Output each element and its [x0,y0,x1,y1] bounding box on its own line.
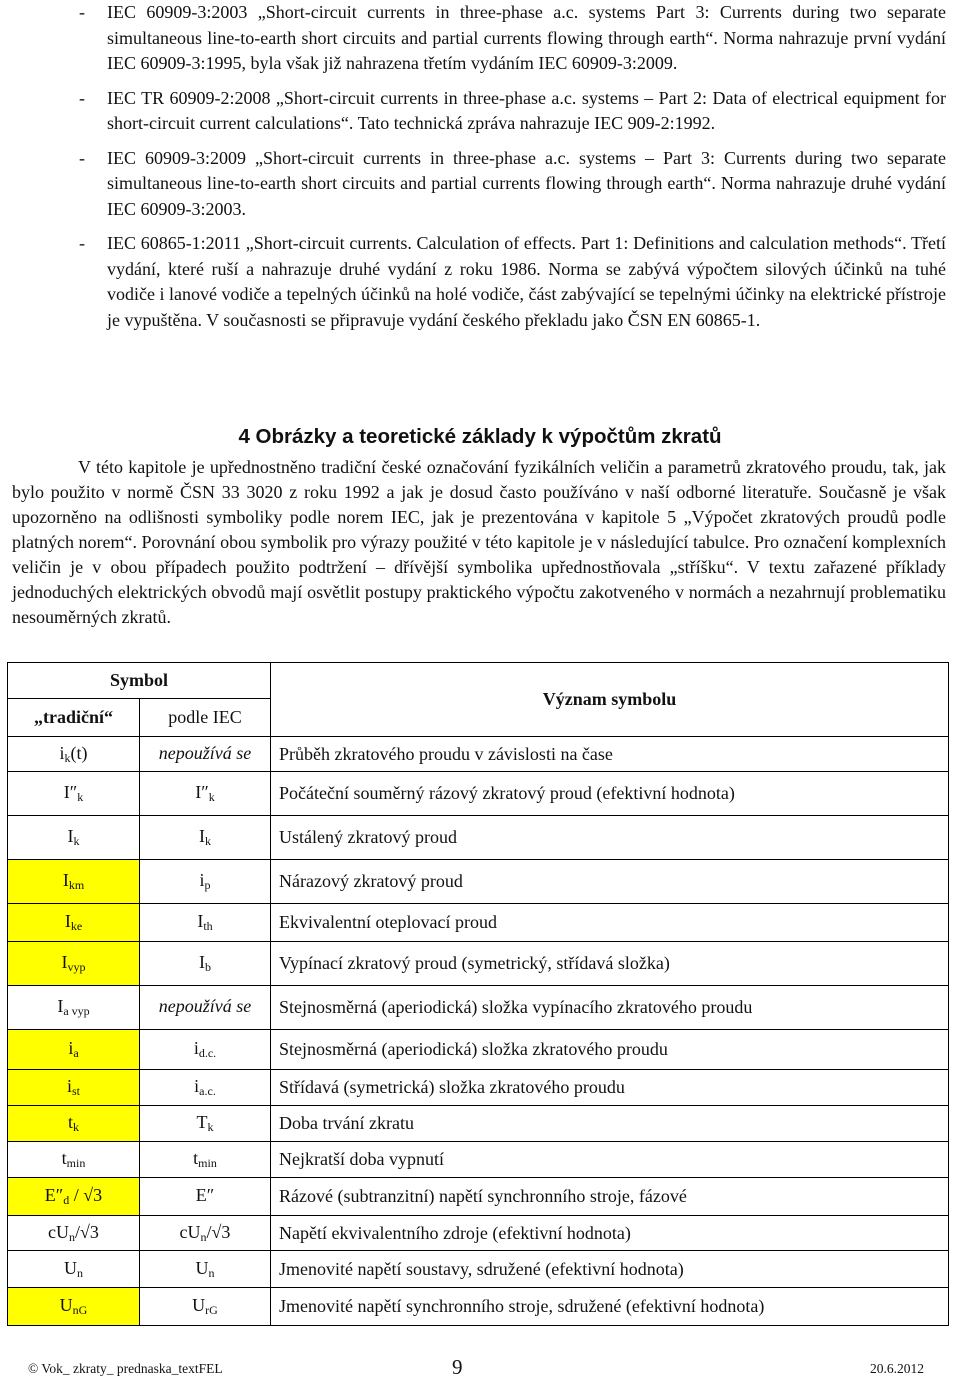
traditional-symbol-cell [8,1251,140,1288]
reference-text: IEC 60865-1:2011 „Short-circuit currents. Calculation of effects. Part 1: Definitions and calculation methods“. Třetí vydání, které ruší a nahrazuje druhé vydání z roku 1986. Norma se zabývá výpočtem silových účinků na tuhé vodiče i lanové vodiče a tepelných účinků na holé vodiče, část zabývající se tepelnými účinky na elektrické přístroje je vypuštěna. V současnosti se připravuje vydání českého překladu jako ČSN EN 60865-1. [107,233,946,330]
meaning-cell: Počáteční souměrný rázový zkratový proud (efektivní hodnota) [271,772,949,816]
traditional-symbol: I [64,911,71,931]
table-row [8,1216,949,1251]
traditional-symbol-subscript: k [73,834,80,848]
iec-symbol: T [196,1112,208,1132]
reference-list [0,0,960,333]
table-row [8,986,949,1030]
table-row [8,1030,949,1070]
traditional-symbol-cell [8,1288,140,1326]
iec-symbol: U [195,1257,209,1278]
iec-symbol-cell [140,816,271,860]
iec-symbol-cell [140,1070,271,1106]
header-symbol: Symbol [8,663,271,699]
header-traditional: „tradiční“ [8,699,140,737]
iec-symbol-subscript: a.c. [199,1084,216,1098]
traditional-symbol-cell [8,1070,140,1106]
traditional-symbol-cell [8,1178,140,1216]
traditional-symbol: i [66,1076,72,1096]
traditional-symbol-cell [8,772,140,816]
meaning-cell: Jmenovité napětí synchronního stroje, sdružené (efektivní hodnota) [271,1288,949,1326]
traditional-symbol-cell [8,986,140,1030]
iec-symbol-subscript: b [205,960,211,974]
table-row [8,772,949,816]
meaning-cell: Nejkratší doba vypnutí [271,1142,949,1178]
iec-symbol-cell [140,772,271,816]
traditional-symbol: t [61,1148,67,1168]
iec-symbol: U [192,1295,206,1315]
traditional-symbol-subscript: k [64,750,71,765]
traditional-symbol-cell [8,816,140,860]
traditional-symbol: E″ [44,1185,64,1205]
iec-symbol: I [197,911,204,931]
reference-text: IEC 60909-3:2009 „Short-circuit currents in three-phase a.c. systems – Part 3: Currents during two separate simultaneous line-to-earth short circuits and partial currents flowing through earth“. Norma nahrazuje druhé vydání IEC 60909-3:2003. [107,147,946,219]
iec-symbol-subscript: n [200,1229,207,1244]
meaning-cell: Jmenovité napětí soustavy, sdružené (efektivní hodnota) [271,1251,949,1288]
table-row [8,737,949,772]
table-row [8,942,949,986]
iec-symbol: I [199,952,205,972]
iec-symbol: I [199,826,205,846]
traditional-symbol: I [67,826,74,846]
iec-symbol-cell [140,737,271,772]
traditional-symbol: cU [48,1221,70,1242]
reference-item [0,231,960,333]
traditional-symbol: I [61,952,68,972]
traditional-symbol-cell [8,1142,140,1178]
iec-symbol: cU [179,1221,201,1242]
iec-symbol-cell [140,1216,271,1251]
reference-item [0,86,960,137]
iec-symbol-subscript: th [203,919,213,933]
traditional-symbol-subscript: nG [72,1303,88,1317]
meaning-cell: Ekvivalentní oteplovací proud [271,904,949,942]
traditional-symbol-suffix: /√3 [75,1221,99,1242]
reference-text: IEC TR 60909-2:2008 „Short-circuit currents in three-phase a.c. systems – Part 2: Data of electrical equipment for short-circuit current calculations“. Tato technická zpráva nahrazuje IEC 909-2:1992. [107,87,946,133]
traditional-symbol: I [62,870,69,890]
iec-symbol-cell [140,860,271,904]
iec-symbol: nepoužívá se [158,996,252,1016]
traditional-symbol-subscript: min [66,1156,86,1170]
traditional-symbol-subscript: n [69,1229,76,1244]
iec-symbol: nepoužívá se [158,742,252,763]
traditional-symbol-cell [8,737,140,772]
iec-symbol-cell [140,1178,271,1216]
traditional-symbol-subscript: n [77,1265,83,1280]
traditional-symbol: t [67,1112,73,1132]
section-heading: 4 Obrázky a teoretické základy k výpočtům zkratů [238,425,722,448]
traditional-symbol: U [64,1257,77,1278]
table-row [8,1106,949,1142]
traditional-symbol-subscript: k [77,790,84,804]
iec-symbol-cell [140,942,271,986]
meaning-cell: Nárazový zkratový proud [271,860,949,904]
meaning-cell: Ustálený zkratový proud [271,816,949,860]
iec-symbol: i [194,1076,200,1096]
traditional-symbol-cell [8,860,140,904]
table-row [8,860,949,904]
iec-symbol-cell [140,986,271,1030]
traditional-symbol-cell [8,1106,140,1142]
traditional-symbol-subscript: d [63,1193,70,1207]
traditional-symbol: I [57,996,64,1016]
page-number: 9 [452,1355,463,1379]
iec-symbol-subscript: n [208,1265,215,1280]
iec-symbol-subscript: rG [205,1303,218,1317]
traditional-symbol: i [59,742,65,763]
traditional-symbol: U [59,1295,73,1315]
meaning-cell: Střídavá (symetrická) složka zkratového proudu [271,1070,949,1106]
header-iec: podle IEC [140,699,271,737]
traditional-symbol-subscript: ke [70,919,83,933]
reference-text: IEC 60909-3:2003 „Short-circuit currents in three-phase a.c. systems Part 3: Currents during two separate simultaneous line-to-earth short circuits and partial currents flowing through earth“. Norma nahrazuje první vydání IEC 60909-3:1995, byla však již nahrazena třetím vydáním IEC 60909-3:2009. [107,2,946,73]
iec-symbol-cell [140,1030,271,1070]
meaning-cell: Doba trvání zkratu [271,1106,949,1142]
symbol-table [7,662,949,1326]
iec-symbol: i [199,870,205,890]
traditional-symbol-subscript: a vyp [63,1004,90,1018]
iec-symbol: I″ [195,782,209,802]
traditional-symbol-subscript: km [68,878,85,892]
page-footer [0,1355,960,1379]
table-row [8,1178,949,1216]
meaning-cell: Stejnosměrná (aperiodická) složka zkratového proudu [271,1030,949,1070]
list-dash: - [79,87,85,108]
list-dash: - [79,233,85,253]
header-meaning: Význam symbolu [271,663,949,737]
table-row [8,1070,949,1106]
traditional-symbol-suffix: (t) [70,742,88,763]
footer-date: 20.6.2012 [870,1361,924,1376]
table-row [8,1142,949,1178]
traditional-symbol-subscript: st [72,1084,81,1098]
table-row [8,1288,949,1326]
iec-symbol: t [193,1148,199,1168]
reference-item [0,146,960,223]
meaning-cell: Průběh zkratového proudu v závislosti na čase [271,737,949,772]
iec-symbol-subscript: min [198,1156,217,1170]
iec-symbol-cell [140,1142,271,1178]
list-dash: - [79,147,85,168]
traditional-symbol-cell [8,1216,140,1251]
table-row [8,1251,949,1288]
iec-symbol-subscript: k [205,834,211,848]
traditional-symbol-cell [8,904,140,942]
iec-symbol-subscript: k [207,1120,214,1134]
traditional-symbol-suffix: / √3 [69,1185,103,1205]
traditional-symbol: I″ [63,782,78,802]
reference-item [0,0,960,77]
iec-symbol-cell [140,1106,271,1142]
traditional-symbol-subscript: a [73,1046,79,1060]
meaning-cell: Napětí ekvivalentního zdroje (efektivní hodnota) [271,1216,949,1251]
footer-copyright: © Vok_ zkraty_ prednaska_textFEL [28,1361,223,1376]
iec-symbol-subscript: k [208,790,215,804]
traditional-symbol-cell [8,942,140,986]
iec-symbol: E″ [195,1185,215,1205]
iec-symbol-cell [140,1251,271,1288]
traditional-symbol-subscript: vyp [67,960,86,974]
meaning-cell: Rázové (subtranzitní) napětí synchronního stroje, fázové [271,1178,949,1216]
traditional-symbol-cell [8,1030,140,1070]
meaning-cell: Stejnosměrná (aperiodická) složka vypínacího zkratového proudu [271,986,949,1030]
meaning-cell: Vypínací zkratový proud (symetrický, střídavá složka) [271,942,949,986]
iec-symbol-cell [140,904,271,942]
section-paragraph: V této kapitole je upřednostněno tradiční české označování fyzikálních veličin a parametrů zkratového proudu, tak, jak bylo použito v normě ČSN 33 3020 z roku 1992 a jak je dosud často používáno v naší odborné literatuře. Současně je však upozorněno na odlišnosti symboliky podle norem IEC, jak je prezentována v kapitole 5 „Výpočet zkratových proudů podle platných norem“. Porovnání obou symbolik pro výrazy použité v této kapitole je v následující tabulce. Pro označení komplexních veličin je v obou případech použito podtržení – dřívější symbolika upřednostňovala „stříšku“. V textu zařazené příklady jednoduchých elektrických obvodů mají osvětlit postupy praktického výpočtu zakotveného v normách a nezahrnují problematiku nesouměrných zkratů. [12,457,946,627]
iec-symbol-suffix: /√3 [206,1221,231,1242]
table-row [8,816,949,860]
iec-symbol-cell [140,1288,271,1326]
iec-symbol-subscript: p [204,878,211,892]
traditional-symbol-subscript: k [73,1120,79,1134]
table-row [8,904,949,942]
iec-symbol: i [193,1038,199,1058]
list-dash: - [79,2,85,22]
traditional-symbol: i [68,1038,74,1058]
iec-symbol-subscript: d.c. [198,1046,217,1060]
